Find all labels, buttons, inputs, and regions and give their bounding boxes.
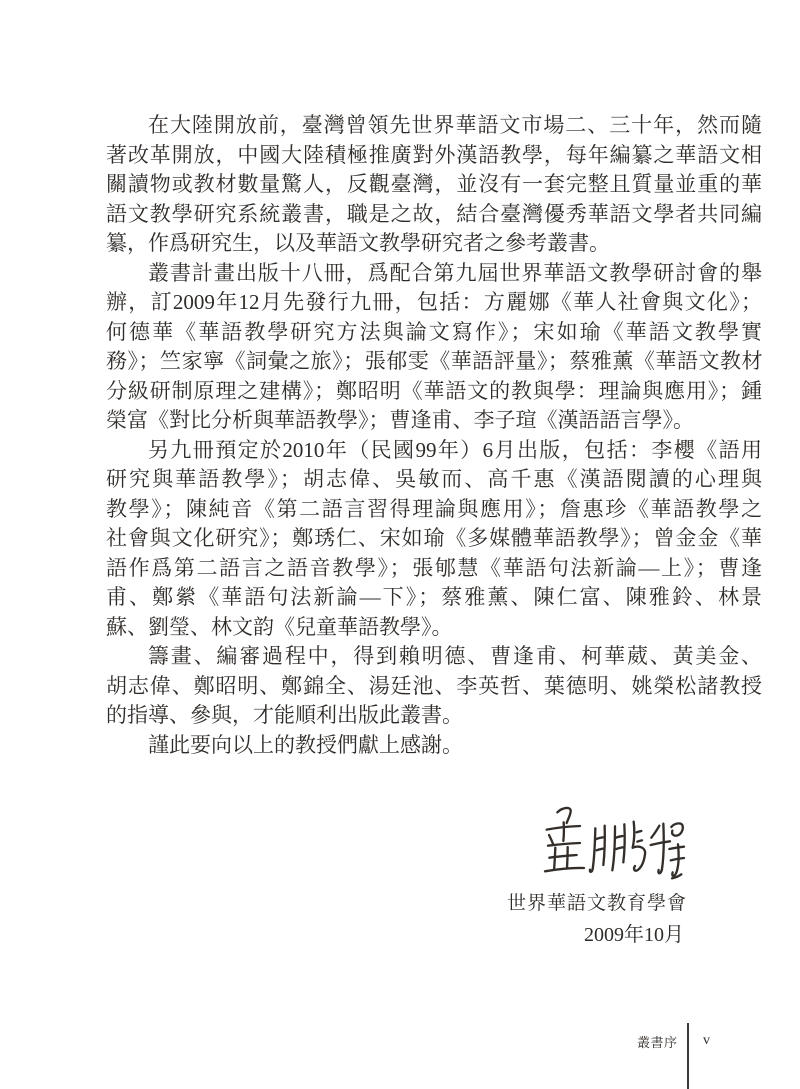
preface-line: 分級研制原理之建構》；鄭昭明《華語文的教與學：理論與應用》；鍾 bbox=[106, 378, 762, 403]
preface-line: 胡志偉、鄭昭明、鄭錦全、湯廷池、李英哲、葉德明、姚榮松諸教授 bbox=[106, 673, 762, 698]
preface-line: 謹此要向以上的教授們獻上感謝。 bbox=[148, 732, 463, 757]
preface-line: 另九冊預定於2010年（民國99年）6月出版，包括：李櫻《語用 bbox=[148, 437, 762, 462]
preface-line: 著改革開放，中國大陸積極推廣對外漢語教學，每年編纂之華語文相 bbox=[106, 142, 762, 167]
signature-calligraphy bbox=[530, 795, 700, 890]
preface-body bbox=[106, 111, 762, 760]
preface-line: 社會與文化研究》；鄭琇仁、宋如瑜《多媒體華語教學》；曾金金《華 bbox=[106, 526, 762, 550]
preface-line: 關讀物或教材數量驚人，反觀臺灣，並沒有一套完整且質量並重的華 bbox=[106, 172, 762, 196]
preface-line: 務》；竺家寧《詞彙之旅》；張郁雯《華語評量》；蔡雅薰《華語文教材 bbox=[106, 349, 762, 373]
preface-line: 語作爲第二語言之語音教學》；張郇慧《華語句法新論—上》；曹逢 bbox=[106, 555, 762, 580]
preface-line: 語文教學研究系統叢書，職是之故，結合臺灣優秀華語文學者共同編 bbox=[106, 201, 762, 226]
footer-section-title: 叢書序 bbox=[637, 1035, 678, 1050]
preface-line: 榮富《對比分析與華語教學》；曹逢甫、李子瑄《漢語語言學》。 bbox=[106, 408, 694, 432]
signature-date: 2009年10月 bbox=[584, 924, 684, 946]
preface-line: 辦，訂2009年12月先發行九冊，包括：方麗娜《華人社會與文化》； bbox=[106, 290, 762, 314]
preface-line: 研究與華語教學》；胡志偉、吳敏而、高千惠《漢語閱讀的心理與 bbox=[106, 467, 762, 491]
preface-line: 籌畫、編審過程中，得到賴明德、曹逢甫、柯華葳、黃美金、 bbox=[148, 644, 762, 668]
preface-line: 何德華《華語教學研究方法與論文寫作》；宋如瑜《華語文教學實 bbox=[106, 319, 762, 344]
signature-organization: 世界華語文教育學會 bbox=[506, 893, 687, 914]
preface-line: 教學》；陳純音《第二語言習得理論與應用》；詹惠珍《華語教學之 bbox=[106, 496, 762, 521]
preface-line: 叢書計畫出版十八冊，爲配合第九屆世界華語文教學研討會的舉 bbox=[148, 260, 762, 285]
preface-line: 甫、鄭縈《華語句法新論—下》；蔡雅薰、陳仁富、陳雅鈴、林景 bbox=[106, 585, 762, 609]
preface-line: 的指導、參與，才能順利出版此叢書。 bbox=[106, 703, 463, 727]
footer-page-number: v bbox=[703, 1033, 710, 1048]
preface-line: 纂，作爲研究生，以及華語文教學研究者之參考叢書。 bbox=[106, 231, 610, 255]
footer-divider bbox=[687, 1023, 689, 1089]
preface-line: 在大陸開放前，臺灣曾領先世界華語文市場二、三十年，然而隨 bbox=[148, 113, 762, 137]
preface-line: 蘇、劉瑩、林文韵《兒童華語教學》。 bbox=[106, 614, 453, 639]
